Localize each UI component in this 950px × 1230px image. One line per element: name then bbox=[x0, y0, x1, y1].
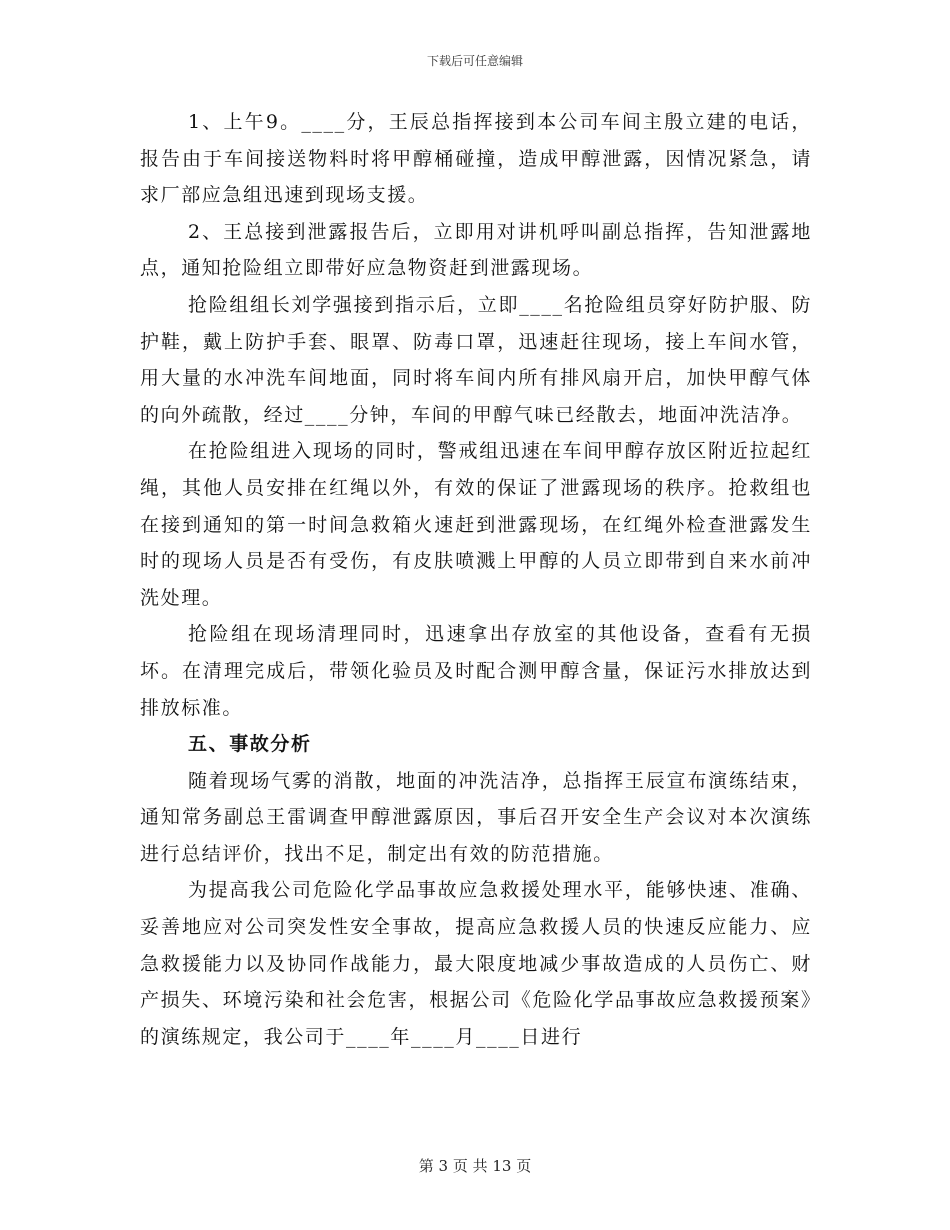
page-footer: 第 3 页 共 13 页 bbox=[418, 1157, 532, 1175]
paragraph-2: 2、王总接到泄露报告后，立即用对讲机呼叫副总指挥，告知泄露地点，通知抢险组立即带好应急物资赶到泄露现场。 bbox=[140, 220, 812, 280]
paragraph-4: 在抢险组进入现场的同时，警戒组迅速在车间甲醇存放区附近拉起红绳，其他人员安排在红绳以外，有效的保证了泄露现场的秩序。抢救组也在接到通知的第一时间急救箱火速赶到泄露现场，在红绳外检查泄露发生时的现场人员是否有受伤，有皮肤喷溅上甲醇的人员立即带到自来水前冲洗处理。 bbox=[140, 440, 812, 609]
paragraph-6: 随着现场气雾的消散，地面的冲洗洁净，总指挥王辰宣布演练结束，通知常务副总王雷调查甲醇泄露原因，事后召开安全生产会议对本次演练进行总结评价，找出不足，制定出有效的防范措施。 bbox=[140, 769, 812, 865]
page-header: 下载后可任意编辑 bbox=[426, 54, 523, 68]
paragraph-5: 抢险组在现场清理同时，迅速拿出存放室的其他设备，查看有无损坏。在清理完成后，带领化验员及时配合测甲醇含量，保证污水排放达到排放标准。 bbox=[140, 623, 812, 719]
paragraph-1: 1、上午9。____分，王辰总指挥接到本公司车间主殷立建的电话，报告由于车间接送物料时将甲醇桶碰撞，造成甲醇泄露，因情况紧急，请求厂部应急组迅速到现场支援。 bbox=[140, 111, 812, 207]
document-body bbox=[140, 104, 812, 1055]
paragraph-7: 为提高我公司危险化学品事故应急救援处理水平，能够快速、准确、妥善地应对公司突发性安全事故，提高应急救援人员的快速反应能力、应急救援能力以及协同作战能力，最大限度地减少事故造成的人员伤亡、财产损失、环境污染和社会危害，根据公司《危险化学品事故应急救援预案》的演练规定，我公司于____年____月____日进行 bbox=[140, 879, 812, 1048]
section-heading: 五、事故分析 bbox=[188, 733, 312, 756]
paragraph-3: 抢险组组长刘学强接到指示后，立即____名抢险组员穿好防护服、防护鞋，戴上防护手套、眼罩、防毒口罩，迅速赶往现场，接上车间水管，用大量的水冲洗车间地面，同时将车间内所有排风扇开启，加快甲醇气体的向外疏散，经过____分钟，车间的甲醇气味已经散去，地面冲洗洁净。 bbox=[140, 293, 812, 426]
